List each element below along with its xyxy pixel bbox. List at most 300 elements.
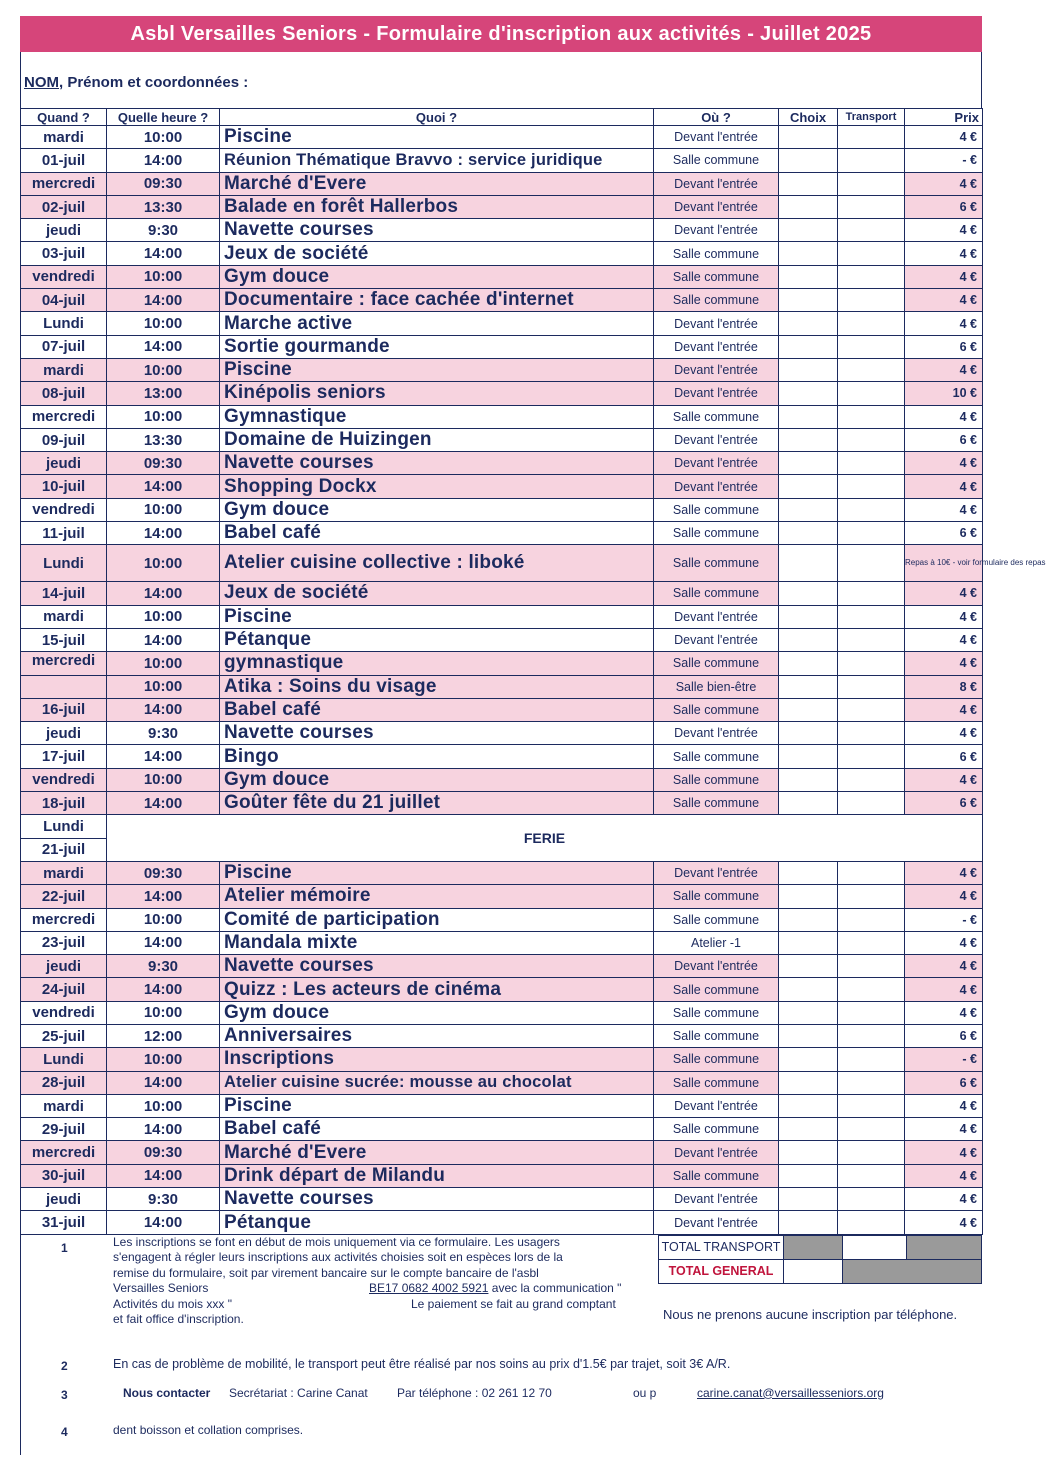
table-row bbox=[21, 698, 983, 721]
activity-hour: 14:00 bbox=[107, 475, 220, 498]
transport-checkbox[interactable] bbox=[838, 955, 905, 978]
choice-checkbox[interactable] bbox=[779, 1024, 838, 1047]
col-where: Où ? bbox=[654, 109, 779, 126]
day-date: 17-juil bbox=[21, 745, 107, 768]
activity-hour: 10:00 bbox=[107, 545, 220, 582]
table-row bbox=[21, 815, 983, 838]
activity-price: 4 € bbox=[905, 265, 983, 288]
activity-price: 4 € bbox=[905, 1164, 983, 1187]
form-footer bbox=[20, 1235, 982, 1455]
total-general-field[interactable] bbox=[784, 1259, 843, 1283]
activity-hour: 14:00 bbox=[107, 628, 220, 651]
activity-place: Devant l'entrée bbox=[654, 861, 779, 884]
transport-checkbox[interactable] bbox=[838, 605, 905, 628]
day-name: vendredi bbox=[21, 265, 107, 288]
activity-price: 4 € bbox=[905, 1188, 983, 1211]
activity-name: Navette courses bbox=[220, 722, 654, 745]
activity-place: Devant l'entrée bbox=[654, 475, 779, 498]
activity-hour: 14:00 bbox=[107, 1071, 220, 1094]
contact-or: ou p bbox=[633, 1385, 657, 1400]
table-row bbox=[21, 475, 983, 498]
choice-checkbox[interactable] bbox=[779, 698, 838, 721]
transport-checkbox[interactable] bbox=[838, 885, 905, 908]
activity-place: Salle commune bbox=[654, 498, 779, 521]
activity-place: Devant l'entrée bbox=[654, 605, 779, 628]
choice-checkbox[interactable] bbox=[779, 195, 838, 218]
day-name: mercredi bbox=[21, 908, 107, 931]
choice-checkbox[interactable] bbox=[779, 861, 838, 884]
activity-name: Kinépolis seniors bbox=[220, 382, 654, 405]
table-row bbox=[21, 955, 983, 978]
activity-hour: 14:00 bbox=[107, 289, 220, 312]
day-name: Lundi bbox=[21, 312, 107, 335]
transport-checkbox[interactable] bbox=[838, 265, 905, 288]
activity-name: Atika : Soins du visage bbox=[220, 675, 654, 698]
activity-hour: 10:00 bbox=[107, 1048, 220, 1071]
activity-name: Atelier cuisine collective : liboké bbox=[220, 545, 654, 582]
activity-price: 4 € bbox=[905, 885, 983, 908]
activity-place: Atelier -1 bbox=[654, 931, 779, 954]
activity-price: 4 € bbox=[905, 242, 983, 265]
choice-checkbox[interactable] bbox=[779, 1188, 838, 1211]
transport-checkbox[interactable] bbox=[838, 195, 905, 218]
table-row bbox=[21, 792, 983, 815]
activity-name: Piscine bbox=[220, 605, 654, 628]
activity-hour: 09:30 bbox=[107, 172, 220, 195]
transport-checkbox[interactable] bbox=[838, 1071, 905, 1094]
activity-price: - € bbox=[905, 1048, 983, 1071]
choice-checkbox[interactable] bbox=[779, 126, 838, 149]
transport-checkbox[interactable] bbox=[838, 1118, 905, 1141]
table-row bbox=[21, 522, 983, 545]
activity-hour: 9:30 bbox=[107, 219, 220, 242]
transport-checkbox[interactable] bbox=[838, 335, 905, 358]
table-row bbox=[21, 289, 983, 312]
table-row bbox=[21, 978, 983, 1001]
day-date: 16-juil bbox=[21, 698, 107, 721]
choice-checkbox[interactable] bbox=[779, 358, 838, 381]
transport-checkbox[interactable] bbox=[838, 745, 905, 768]
choice-checkbox[interactable] bbox=[779, 652, 838, 675]
day-date: 03-juil bbox=[21, 242, 107, 265]
activity-price: 4 € bbox=[905, 312, 983, 335]
choice-checkbox[interactable] bbox=[779, 428, 838, 451]
transport-checkbox[interactable] bbox=[838, 792, 905, 815]
transport-checkbox[interactable] bbox=[838, 219, 905, 242]
choice-checkbox[interactable] bbox=[779, 1071, 838, 1094]
activity-hour: 9:30 bbox=[107, 955, 220, 978]
table-row bbox=[21, 358, 983, 381]
total-transport-field[interactable] bbox=[842, 1235, 906, 1259]
activity-name: Piscine bbox=[220, 358, 654, 381]
activity-place: Devant l'entrée bbox=[654, 172, 779, 195]
choice-checkbox[interactable] bbox=[779, 1211, 838, 1234]
activity-place: Salle commune bbox=[654, 405, 779, 428]
activity-price: - € bbox=[905, 908, 983, 931]
day-blank bbox=[21, 675, 107, 698]
choice-checkbox[interactable] bbox=[779, 219, 838, 242]
day-date: 04-juil bbox=[21, 289, 107, 312]
note-number-3: 3 bbox=[61, 1387, 68, 1402]
activity-hour: 10:00 bbox=[107, 312, 220, 335]
activity-hour: 14:00 bbox=[107, 978, 220, 1001]
activity-price: 4 € bbox=[905, 1001, 983, 1024]
activity-name: Navette courses bbox=[220, 219, 654, 242]
table-row bbox=[21, 605, 983, 628]
name-section bbox=[20, 52, 982, 108]
day-date: 25-juil bbox=[21, 1024, 107, 1047]
choice-checkbox[interactable] bbox=[779, 955, 838, 978]
day-date: 24-juil bbox=[21, 978, 107, 1001]
table-row bbox=[21, 195, 983, 218]
table-row bbox=[21, 861, 983, 884]
table-row bbox=[21, 745, 983, 768]
choice-checkbox[interactable] bbox=[779, 931, 838, 954]
transport-checkbox[interactable] bbox=[838, 675, 905, 698]
choice-checkbox[interactable] bbox=[779, 1001, 838, 1024]
activity-hour: 09:30 bbox=[107, 1141, 220, 1164]
transport-checkbox[interactable] bbox=[838, 242, 905, 265]
transport-checkbox[interactable] bbox=[838, 522, 905, 545]
choice-checkbox[interactable] bbox=[779, 289, 838, 312]
activity-place: Salle commune bbox=[654, 698, 779, 721]
transport-checkbox[interactable] bbox=[838, 722, 905, 745]
day-name: Lundi bbox=[21, 815, 107, 838]
col-price: Prix bbox=[905, 109, 983, 126]
total-general-grey bbox=[842, 1259, 981, 1283]
table-row bbox=[21, 652, 983, 675]
activity-place: Devant l'entrée bbox=[654, 335, 779, 358]
activity-place: Salle commune bbox=[654, 1071, 779, 1094]
note-1-communication: avec la communication " bbox=[488, 1281, 622, 1296]
activity-hour: 9:30 bbox=[107, 722, 220, 745]
activity-name: gymnastique bbox=[220, 652, 654, 675]
table-row bbox=[21, 1071, 983, 1094]
col-transport: Transport bbox=[838, 109, 905, 126]
activity-place: Salle commune bbox=[654, 242, 779, 265]
choice-checkbox[interactable] bbox=[779, 722, 838, 745]
activity-hour: 14:00 bbox=[107, 582, 220, 605]
choice-checkbox[interactable] bbox=[779, 1048, 838, 1071]
transport-checkbox[interactable] bbox=[838, 1164, 905, 1187]
activity-place: Salle bien-être bbox=[654, 675, 779, 698]
activity-name: Sortie gourmande bbox=[220, 335, 654, 358]
transport-checkbox[interactable] bbox=[838, 1094, 905, 1117]
choice-checkbox[interactable] bbox=[779, 405, 838, 428]
choice-checkbox[interactable] bbox=[779, 149, 838, 172]
table-row bbox=[21, 931, 983, 954]
transport-checkbox[interactable] bbox=[838, 698, 905, 721]
day-date: 21-juil bbox=[21, 838, 107, 861]
activity-price: 4 € bbox=[905, 582, 983, 605]
activity-price: 4 € bbox=[905, 931, 983, 954]
activity-place: Salle commune bbox=[654, 1024, 779, 1047]
activity-place: Salle commune bbox=[654, 908, 779, 931]
table-row bbox=[21, 405, 983, 428]
activity-price: 4 € bbox=[905, 698, 983, 721]
choice-checkbox[interactable] bbox=[779, 545, 838, 582]
activity-price: 6 € bbox=[905, 1024, 983, 1047]
day-date: 22-juil bbox=[21, 885, 107, 908]
transport-checkbox[interactable] bbox=[838, 289, 905, 312]
activity-name: Documentaire : face cachée d'internet bbox=[220, 289, 654, 312]
activity-place: Salle commune bbox=[654, 522, 779, 545]
table-row bbox=[21, 1211, 983, 1234]
activity-hour: 10:00 bbox=[107, 358, 220, 381]
transport-checkbox[interactable] bbox=[838, 1211, 905, 1234]
table-row bbox=[21, 428, 983, 451]
day-date: 09-juil bbox=[21, 428, 107, 451]
name-label-rest: , Prénom et coordonnées : bbox=[59, 74, 249, 91]
activity-name: Gym douce bbox=[220, 265, 654, 288]
transport-checkbox[interactable] bbox=[838, 405, 905, 428]
activity-hour: 10:00 bbox=[107, 405, 220, 428]
activity-place: Devant l'entrée bbox=[654, 312, 779, 335]
table-row bbox=[21, 1024, 983, 1047]
activity-place: Devant l'entrée bbox=[654, 195, 779, 218]
activity-hour: 10:00 bbox=[107, 605, 220, 628]
table-row bbox=[21, 1048, 983, 1071]
activity-name: Quizz : Les acteurs de cinéma bbox=[220, 978, 654, 1001]
activity-price: 4 € bbox=[905, 955, 983, 978]
table-row bbox=[21, 452, 983, 475]
transport-checkbox[interactable] bbox=[838, 582, 905, 605]
choice-checkbox[interactable] bbox=[779, 745, 838, 768]
activity-hour: 09:30 bbox=[107, 452, 220, 475]
choice-checkbox[interactable] bbox=[779, 628, 838, 651]
activity-place: Salle commune bbox=[654, 768, 779, 791]
activity-hour: 14:00 bbox=[107, 335, 220, 358]
table-row bbox=[21, 722, 983, 745]
choice-checkbox[interactable] bbox=[779, 172, 838, 195]
day-date: 29-juil bbox=[21, 1118, 107, 1141]
activity-hour: 14:00 bbox=[107, 242, 220, 265]
day-name: mardi bbox=[21, 605, 107, 628]
choice-checkbox[interactable] bbox=[779, 605, 838, 628]
activity-price: 6 € bbox=[905, 335, 983, 358]
activity-name: Piscine bbox=[220, 861, 654, 884]
transport-checkbox[interactable] bbox=[838, 452, 905, 475]
activity-name: Babel café bbox=[220, 698, 654, 721]
activity-hour: 10:00 bbox=[107, 768, 220, 791]
transport-checkbox[interactable] bbox=[838, 1001, 905, 1024]
activity-place: Devant l'entrée bbox=[654, 955, 779, 978]
activity-price: 6 € bbox=[905, 792, 983, 815]
note-1-cash: Le paiement se fait au grand comptant bbox=[411, 1296, 616, 1311]
day-name: mardi bbox=[21, 1094, 107, 1117]
activity-hour: 10:00 bbox=[107, 652, 220, 675]
contact-email-link[interactable]: carine.canat@versaillesseniors.org bbox=[697, 1385, 884, 1400]
transport-checkbox[interactable] bbox=[838, 428, 905, 451]
col-hour: Quelle heure ? bbox=[107, 109, 220, 126]
activity-place: Salle commune bbox=[654, 978, 779, 1001]
activity-name: Goûter fête du 21 juillet bbox=[220, 792, 654, 815]
choice-checkbox[interactable] bbox=[779, 382, 838, 405]
day-name: jeudi bbox=[21, 219, 107, 242]
choice-checkbox[interactable] bbox=[779, 265, 838, 288]
activity-hour: 14:00 bbox=[107, 1164, 220, 1187]
transport-checkbox[interactable] bbox=[838, 126, 905, 149]
choice-checkbox[interactable] bbox=[779, 522, 838, 545]
activity-price: 4 € bbox=[905, 219, 983, 242]
activity-place: Devant l'entrée bbox=[654, 722, 779, 745]
col-when: Quand ? bbox=[21, 109, 107, 126]
transport-checkbox[interactable] bbox=[838, 1024, 905, 1047]
activity-name: Inscriptions bbox=[220, 1048, 654, 1071]
activity-price: 6 € bbox=[905, 522, 983, 545]
transport-checkbox[interactable] bbox=[838, 172, 905, 195]
total-transport-price-grey bbox=[906, 1235, 981, 1259]
transport-checkbox[interactable] bbox=[838, 498, 905, 521]
name-label bbox=[24, 74, 248, 91]
choice-checkbox[interactable] bbox=[779, 885, 838, 908]
transport-checkbox[interactable] bbox=[838, 1141, 905, 1164]
table-header-row bbox=[21, 109, 983, 126]
activity-price: 6 € bbox=[905, 745, 983, 768]
note-number-1: 1 bbox=[61, 1240, 68, 1255]
activity-name: Jeux de société bbox=[220, 582, 654, 605]
choice-checkbox[interactable] bbox=[779, 675, 838, 698]
choice-checkbox[interactable] bbox=[779, 768, 838, 791]
total-transport-grey bbox=[784, 1235, 843, 1259]
table-row bbox=[21, 312, 983, 335]
activity-hour: 10:00 bbox=[107, 675, 220, 698]
activity-name: Navette courses bbox=[220, 1188, 654, 1211]
note-number-2: 2 bbox=[61, 1358, 68, 1373]
activity-name: Marche active bbox=[220, 312, 654, 335]
activity-place: Salle commune bbox=[654, 545, 779, 582]
activity-name: Drink départ de Milandu bbox=[220, 1164, 654, 1187]
activity-place: Devant l'entrée bbox=[654, 1094, 779, 1117]
activity-place: Devant l'entrée bbox=[654, 126, 779, 149]
activity-hour: 10:00 bbox=[107, 126, 220, 149]
activity-place: Devant l'entrée bbox=[654, 219, 779, 242]
activity-name: Atelier mémoire bbox=[220, 885, 654, 908]
day-date: 18-juil bbox=[21, 792, 107, 815]
activity-price: 4 € bbox=[905, 652, 983, 675]
choice-checkbox[interactable] bbox=[779, 792, 838, 815]
table-row bbox=[21, 768, 983, 791]
choice-checkbox[interactable] bbox=[779, 908, 838, 931]
choice-checkbox[interactable] bbox=[779, 335, 838, 358]
holiday-cell: FERIE bbox=[107, 815, 983, 862]
activity-price: 4 € bbox=[905, 722, 983, 745]
transport-checkbox[interactable] bbox=[838, 149, 905, 172]
activity-hour: 14:00 bbox=[107, 522, 220, 545]
day-name: mardi bbox=[21, 126, 107, 149]
activity-hour: 10:00 bbox=[107, 908, 220, 931]
activity-name: Gym douce bbox=[220, 1001, 654, 1024]
transport-checkbox[interactable] bbox=[838, 1188, 905, 1211]
transport-checkbox[interactable] bbox=[838, 768, 905, 791]
transport-checkbox[interactable] bbox=[838, 545, 905, 582]
form-title: Asbl Versailles Seniors - Formulaire d'inscription aux activités - Juillet 2025 bbox=[20, 16, 982, 52]
activity-name: Marché d'Evere bbox=[220, 172, 654, 195]
choice-checkbox[interactable] bbox=[779, 1118, 838, 1141]
table-row bbox=[21, 382, 983, 405]
contact-phone: Par téléphone : 02 261 12 70 bbox=[397, 1385, 552, 1400]
choice-checkbox[interactable] bbox=[779, 1141, 838, 1164]
note-1-line-2: s'engagent à régler leurs inscriptions aux activités choisies soit en espèces lors de la bbox=[113, 1250, 563, 1265]
transport-checkbox[interactable] bbox=[838, 652, 905, 675]
choice-checkbox[interactable] bbox=[779, 1094, 838, 1117]
choice-checkbox[interactable] bbox=[779, 242, 838, 265]
activity-place: Salle commune bbox=[654, 582, 779, 605]
transport-checkbox[interactable] bbox=[838, 931, 905, 954]
table-row bbox=[21, 582, 983, 605]
day-date: 01-juil bbox=[21, 149, 107, 172]
activity-price: 8 € bbox=[905, 675, 983, 698]
transport-checkbox[interactable] bbox=[838, 312, 905, 335]
activities-table bbox=[20, 108, 1046, 1235]
contact-secretary: Secrétariat : Carine Canat bbox=[229, 1385, 368, 1400]
activity-place: Salle commune bbox=[654, 149, 779, 172]
activity-place: Salle commune bbox=[654, 792, 779, 815]
note-1-line-3: remise du formulaire, soit par virement bancaire sur le compte bancaire de l'asbl bbox=[113, 1265, 539, 1280]
transport-checkbox[interactable] bbox=[838, 861, 905, 884]
registration-form bbox=[20, 16, 1046, 1455]
table-row bbox=[21, 219, 983, 242]
col-what: Quoi ? bbox=[220, 109, 654, 126]
choice-checkbox[interactable] bbox=[779, 582, 838, 605]
activity-price: 4 € bbox=[905, 358, 983, 381]
activity-price: 4 € bbox=[905, 452, 983, 475]
table-row bbox=[21, 1118, 983, 1141]
activity-place: Salle commune bbox=[654, 652, 779, 675]
activity-name: Balade en forêt Hallerbos bbox=[220, 195, 654, 218]
choice-checkbox[interactable] bbox=[779, 1164, 838, 1187]
choice-checkbox[interactable] bbox=[779, 498, 838, 521]
day-date: 02-juil bbox=[21, 195, 107, 218]
bank-account: BE17 0682 4002 5921 bbox=[369, 1281, 489, 1296]
transport-checkbox[interactable] bbox=[838, 978, 905, 1001]
activity-place: Salle commune bbox=[654, 1048, 779, 1071]
activity-hour: 14:00 bbox=[107, 1211, 220, 1234]
choice-checkbox[interactable] bbox=[779, 475, 838, 498]
name-label-underlined: NOM bbox=[24, 74, 59, 91]
activity-place: Salle commune bbox=[654, 885, 779, 908]
day-date: 15-juil bbox=[21, 628, 107, 651]
transport-checkbox[interactable] bbox=[838, 358, 905, 381]
choice-checkbox[interactable] bbox=[779, 978, 838, 1001]
choice-checkbox[interactable] bbox=[779, 452, 838, 475]
note-2-text: En cas de problème de mobilité, le transport peut être réalisé par nos soins au prix d'1.5€ par trajet, soit 3€ A/R. bbox=[113, 1356, 731, 1371]
transport-checkbox[interactable] bbox=[838, 382, 905, 405]
transport-checkbox[interactable] bbox=[838, 628, 905, 651]
activity-name: Navette courses bbox=[220, 452, 654, 475]
activity-price: 4 € bbox=[905, 126, 983, 149]
transport-checkbox[interactable] bbox=[838, 475, 905, 498]
table-row bbox=[21, 498, 983, 521]
day-name: jeudi bbox=[21, 452, 107, 475]
choice-checkbox[interactable] bbox=[779, 312, 838, 335]
transport-checkbox[interactable] bbox=[838, 1048, 905, 1071]
day-name: mardi bbox=[21, 358, 107, 381]
note-1-line-1: Les inscriptions se font en début de mois uniquement via ce formulaire. Les usagers bbox=[113, 1234, 560, 1249]
col-choice: Choix bbox=[779, 109, 838, 126]
day-date: 28-juil bbox=[21, 1071, 107, 1094]
activity-hour: 13:30 bbox=[107, 428, 220, 451]
note-1-versailles: Versailles Seniors bbox=[113, 1281, 209, 1296]
transport-checkbox[interactable] bbox=[838, 908, 905, 931]
activity-place: Salle commune bbox=[654, 1001, 779, 1024]
activity-price: 6 € bbox=[905, 195, 983, 218]
activity-price: - € bbox=[905, 149, 983, 172]
day-date: 31-juil bbox=[21, 1211, 107, 1234]
activity-hour: 09:30 bbox=[107, 861, 220, 884]
activity-name: Domaine de Huizingen bbox=[220, 428, 654, 451]
table-row bbox=[21, 1164, 983, 1187]
